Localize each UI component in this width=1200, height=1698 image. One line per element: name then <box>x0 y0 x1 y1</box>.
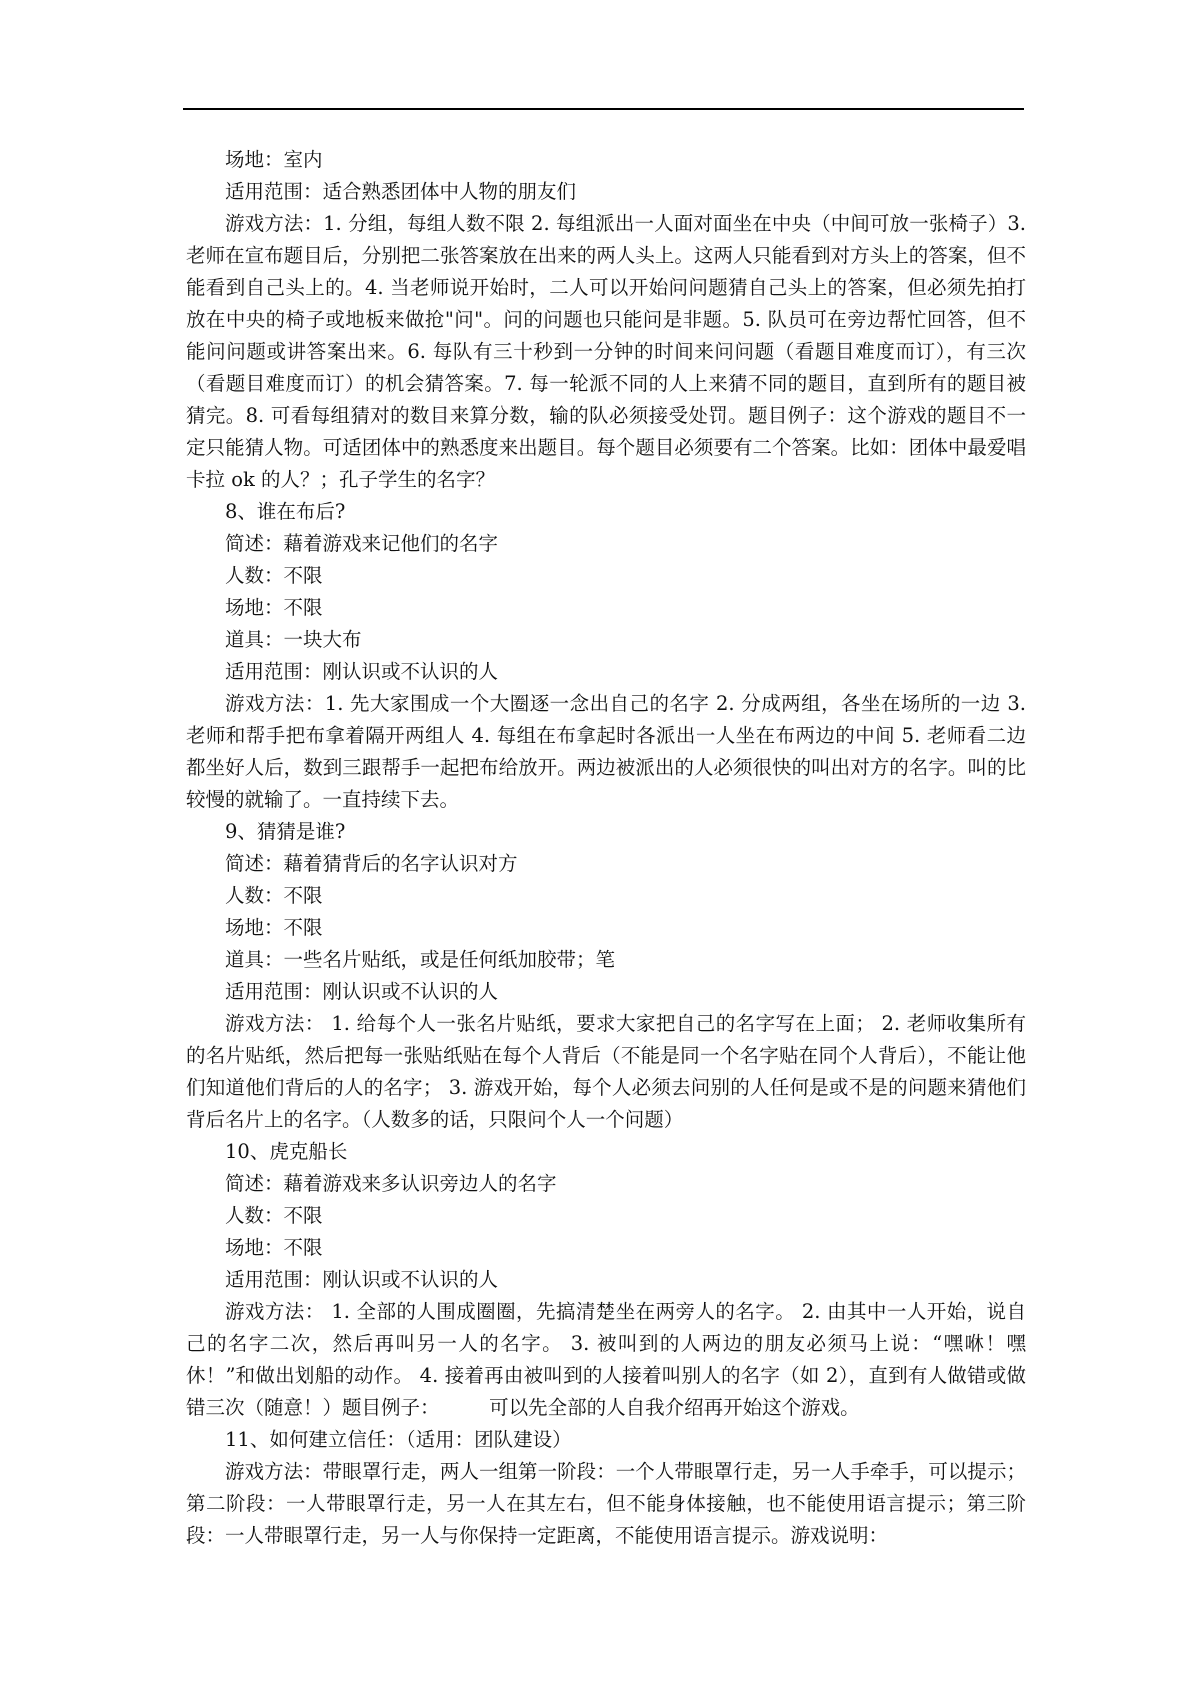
paragraph-method-9: 游戏方法： 1. 给每个人一张名片贴纸，要求大家把自己的名字写在上面； 2. 老师收集所有的名片贴纸，然后把每一张贴纸贴在每个人背后（不能是同一个名字贴在同个人背后），不能让他们知道他们背后的人的名字； 3. 游戏开始，每个人必须去问别的人任何是或不是的问题来猜他们背后名片上的名字。（人数多的话，只限问个人一个问题） <box>186 1012 1026 1131</box>
paragraph-props-8: 道具：一块大布 <box>225 628 362 651</box>
paragraph-scope-9: 适用范围：刚认识或不认识的人 <box>225 980 499 1003</box>
paragraph-venue-indoor: 场地：室内 <box>225 148 323 171</box>
paragraph-venue-9: 场地：不限 <box>225 916 323 939</box>
paragraph-method-8: 游戏方法：1. 先大家围成一个大圈逐一念出自己的名字 2. 分成两组，各坐在场所的一边 3. 老师和帮手把布拿着隔开两组人 4. 每组在布拿起时各派出一人坐在布两边的中间 5. 老师看二边都坐好人后，数到三跟帮手一起把布给放开。两边被派出的人必须很快的叫出对方的名字。叫的比较慢的就输了。一直持续下去。 <box>186 692 1033 811</box>
paragraph-game-method-guess: 游戏方法：1. 分组，每组人数不限 2. 每组派出一人面对面坐在中央（中间可放一张椅子）3. 老师在宣布题目后，分别把二张答案放在出来的两人头上。这两人只能看到对方头上的答案，但不能看到自己头上的。4. 当老师说开始时，二人可以开始问问题猜自己头上的答案，但必须先拍打放在中央的椅子或地板来做抢"问"。问的问题也只能问是非题。5. 队员可在旁边帮忙回答，但不能问问题或讲答案出来。6. 每队有三十秒到一分钟的时间来问问题（看题目难度而订），有三次（看题目难度而订）的机会猜答案。7. 每一轮派不同的人上来猜不同的题目，直到所有的题目被猜完。8. 可看每组猜对的数目来算分数，输的队必须接受处罚。题目例子：这个游戏的题目不一定只能猜人物。可适团体中的熟悉度来出题目。每个题目必须要有二个答案。比如：团体中最爱唱卡拉 ok 的人？；孔子学生的名字？ <box>186 212 1033 491</box>
section-heading-9: 9、猜猜是谁? <box>225 820 346 843</box>
paragraph-method-10: 游戏方法： 1. 全部的人围成圈圈，先搞清楚坐在两旁人的名字。 2. 由其中一人开始，说自己的名字二次，然后再叫另一人的名字。 3. 被叫到的人两边的朋友必须马上说：“嘿咻！嘿休！”和做出划船的动作。 4. 接着再由被叫到的人接着叫别人的名字（如 2），直到有人做错或做错三次（随意！）题目例子： 可以先全部的人自我介绍再开始这个游戏。 <box>186 1300 1026 1419</box>
paragraph-venue-8: 场地：不限 <box>225 596 323 619</box>
paragraph-scope-10: 适用范围：刚认识或不认识的人 <box>225 1268 499 1291</box>
paragraph-venue-10: 场地：不限 <box>225 1236 323 1259</box>
paragraph-players-9: 人数：不限 <box>225 884 323 907</box>
paragraph-players-10: 人数：不限 <box>225 1204 323 1227</box>
paragraph-method-11: 游戏方法：带眼罩行走，两人一组第一阶段：一个人带眼罩行走，另一人手牵手，可以提示；第二阶段：一人带眼罩行走，另一人在其左右，但不能身体接触，也不能使用语言提示；第三阶段：一人带眼罩行走，另一人与你保持一定距离，不能使用语言提示。游戏说明： <box>186 1460 1026 1547</box>
paragraph-props-9: 道具：一些名片贴纸，或是任何纸加胶带；笔 <box>225 948 616 971</box>
paragraph-summary-10: 简述：藉着游戏来多认识旁边人的名字 <box>225 1172 557 1195</box>
section-heading-11: 11、如何建立信任：（适用：团队建设） <box>225 1428 572 1451</box>
section-heading-8: 8、谁在布后? <box>225 500 346 523</box>
paragraph-players-8: 人数：不限 <box>225 564 323 587</box>
paragraph-summary-8: 简述：藉着游戏来记他们的名字 <box>225 532 499 555</box>
document-body <box>186 144 1033 1552</box>
paragraph-scope-friends: 适用范围：适合熟悉团体中人物的朋友们 <box>225 180 577 203</box>
header-rule <box>183 108 1024 110</box>
paragraph-scope-8: 适用范围：刚认识或不认识的人 <box>225 660 499 683</box>
paragraph-summary-9: 简述：藉着猜背后的名字认识对方 <box>225 852 518 875</box>
section-heading-10: 10、虎克船长 <box>225 1140 348 1163</box>
